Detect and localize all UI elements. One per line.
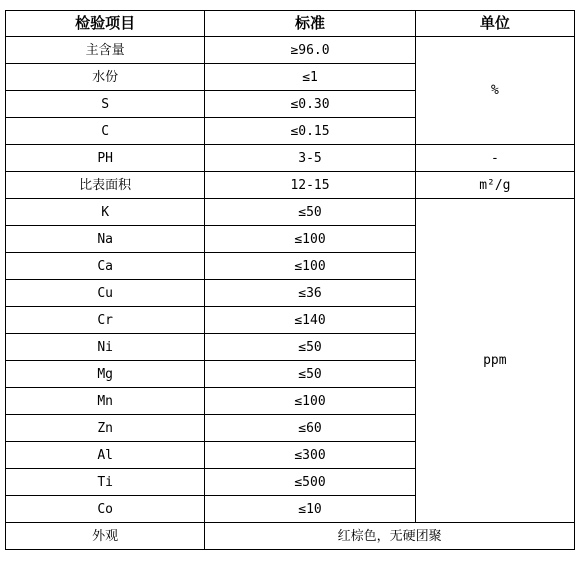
standard-cell: ≥96.0 (205, 37, 415, 64)
standard-cell: ≤36 (205, 280, 415, 307)
item-cell: 外观 (6, 523, 205, 550)
standard-cell: ≤1 (205, 64, 415, 91)
standard-cell: ≤50 (205, 361, 415, 388)
specification-table (5, 10, 575, 550)
item-cell: 水份 (6, 64, 205, 91)
unit-cell-ppm: ppm (415, 199, 574, 523)
standard-cell: 12-15 (205, 172, 415, 199)
standard-cell: ≤300 (205, 442, 415, 469)
item-cell: S (6, 91, 205, 118)
standard-cell: ≤100 (205, 388, 415, 415)
unit-cell-ph: - (415, 145, 574, 172)
header-standard: 标准 (205, 11, 415, 37)
standard-cell: ≤60 (205, 415, 415, 442)
header-item: 检验项目 (6, 11, 205, 37)
header-row (6, 11, 575, 37)
unit-cell-surface-area: m²/g (415, 172, 574, 199)
item-cell: Mg (6, 361, 205, 388)
item-cell: 比表面积 (6, 172, 205, 199)
item-cell: C (6, 118, 205, 145)
item-cell: Ti (6, 469, 205, 496)
standard-cell: ≤0.15 (205, 118, 415, 145)
standard-cell: ≤100 (205, 253, 415, 280)
table-row (6, 172, 575, 199)
table-row (6, 523, 575, 550)
item-cell: Zn (6, 415, 205, 442)
item-cell: Al (6, 442, 205, 469)
standard-cell: ≤50 (205, 199, 415, 226)
item-cell: K (6, 199, 205, 226)
table-row (6, 199, 575, 226)
standard-cell: ≤140 (205, 307, 415, 334)
table-row (6, 37, 575, 64)
standard-cell: ≤100 (205, 226, 415, 253)
item-cell: Cu (6, 280, 205, 307)
header-unit: 单位 (415, 11, 574, 37)
item-cell: Mn (6, 388, 205, 415)
item-cell: Co (6, 496, 205, 523)
appearance-standard-cell: 红棕色，无硬团聚 (205, 523, 575, 550)
table-row (6, 145, 575, 172)
standard-cell: ≤0.30 (205, 91, 415, 118)
standard-cell: ≤50 (205, 334, 415, 361)
unit-cell-percent: % (415, 37, 574, 145)
item-cell: Cr (6, 307, 205, 334)
item-cell: 主含量 (6, 37, 205, 64)
item-cell: Ca (6, 253, 205, 280)
standard-cell: ≤500 (205, 469, 415, 496)
standard-cell: ≤10 (205, 496, 415, 523)
item-cell: Na (6, 226, 205, 253)
item-cell: PH (6, 145, 205, 172)
item-cell: Ni (6, 334, 205, 361)
standard-cell: 3-5 (205, 145, 415, 172)
